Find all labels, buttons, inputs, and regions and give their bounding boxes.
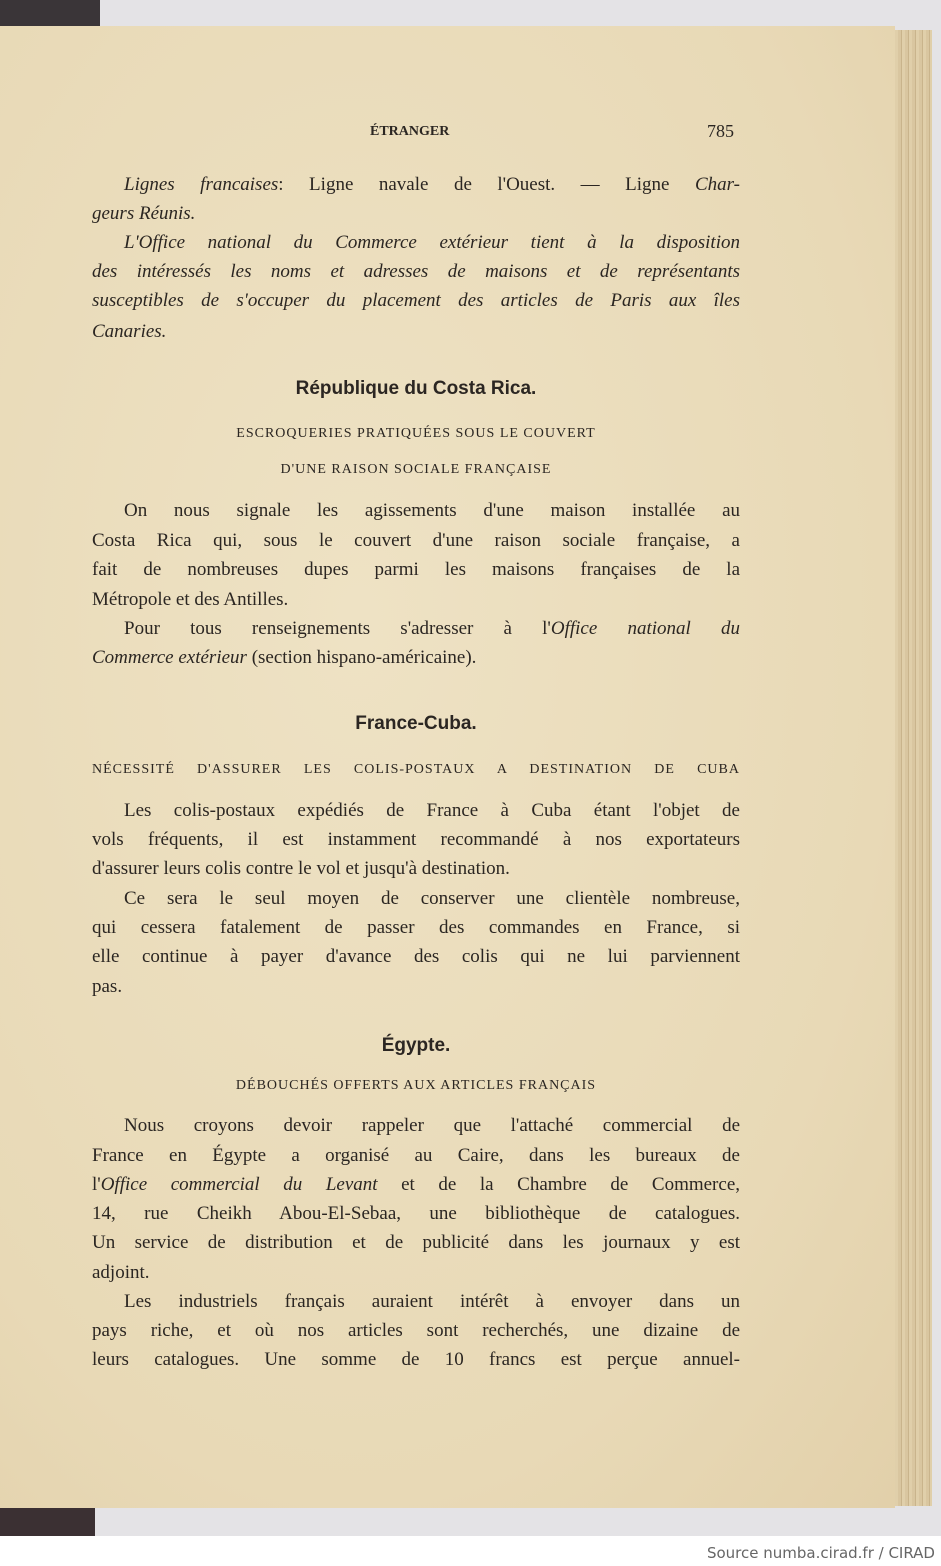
text-line [92,828,740,852]
text-line [92,1231,740,1255]
running-header: ÉTRANGER [370,124,450,139]
text-segment: : Ligne navale de l'Ouest. — Ligne [278,174,695,195]
text-line [92,945,740,969]
text-segment: d'assurer leurs colis contre le vol et jusqu'à destination. [92,858,510,879]
text-segment: 14, rue Cheikh Abou-El-Sebaa, une bibliothèque de catalogues. [92,1203,740,1224]
text-segment: et de la Chambre de Commerce, [377,1174,741,1195]
text-segment: DÉBOUCHÉS OFFERTS AUX ARTICLES FRANÇAIS [235,1078,597,1093]
text-line [124,499,740,523]
section-subtitle [92,1074,740,1098]
text-segment: pas. [92,976,123,997]
text-line [124,173,740,197]
section-title [92,712,740,736]
text-segment: leurs catalogues. Une somme de 10 francs est perçue annuel- [92,1349,740,1370]
text-segment: France-Cuba. [355,713,477,734]
text-segment: France en Égypte a organisé au Caire, dans les bureaux de [92,1145,740,1166]
text-line [124,799,740,823]
text-line [92,1261,740,1285]
text-segment: Pour tous renseignements s'adresser à l' [124,618,551,639]
italic-text: Commerce extérieur [92,647,247,668]
text-segment: adjoint. [92,1262,150,1283]
text-segment: Nous croyons devoir rappeler que l'attaché commercial de [124,1115,740,1136]
text-segment: Costa Rica qui, sous le couvert d'une raison sociale française, a [92,530,740,551]
text-line [92,1144,740,1168]
text-line [92,975,740,999]
text-line [92,1173,740,1197]
text-segment: ESCROQUERIES PRATIQUÉES SOUS LE COUVERT [236,426,596,441]
section-title [92,377,740,401]
text-line [124,617,740,641]
text-segment: elle continue à payer d'avance des colis qui ne lui parviennent [92,946,740,967]
text-segment: pays riche, et où nos articles sont recherchés, une dizaine de [92,1320,740,1341]
text-segment: On nous signale les agissements d'une maison installée au [124,500,740,521]
text-segment: D'UNE RAISON SOCIALE FRANÇAISE [280,462,552,477]
text-line [92,202,740,226]
text-segment: Égypte. [381,1035,451,1056]
section-subtitle [92,422,740,446]
text-line [92,260,740,284]
text-line [124,1290,740,1314]
italic-text: L'Office national du Commerce extérieur tient à la disposition [124,232,740,253]
text-segment: Un service de distribution et de publicité dans les journaux y est [92,1232,740,1253]
italic-text: susceptibles de s'occuper du placement des articles de Paris aux îles [92,290,740,311]
text-segment: fait de nombreuses dupes parmi les maisons françaises de la [92,559,740,580]
section-title [92,1034,740,1058]
section-subtitle [92,758,740,782]
text-line [124,887,740,911]
text-line [92,857,740,881]
text-line [124,1114,740,1138]
text-line [92,1202,740,1226]
text-segment: NÉCESSITÉ D'ASSURER LES COLIS-POSTAUX A DESTINATION DE CUBA [92,762,740,777]
text-line [92,916,740,940]
italic-text: Char- [694,174,740,195]
text-line [92,646,740,670]
text-line [92,529,740,553]
italic-text: Office commercial du Levant [100,1174,378,1195]
italic-text: des intéressés les noms et adresses de maisons et de représentants [92,261,740,282]
text-segment: Les industriels français auraient intérêt à envoyer dans un [124,1291,740,1312]
section-subtitle [92,458,740,482]
text-segment: Ce sera le seul moyen de conserver une clientèle nombreuse, [124,888,740,909]
text-segment: vols fréquents, il est instamment recommandé à nos exportateurs [92,829,740,850]
text-segment: République du Costa Rica. [295,378,537,399]
text-line [92,1348,740,1372]
italic-text: Canaries. [92,321,167,342]
book-cover-corner [0,0,100,26]
text-line [92,558,740,582]
text-line [92,588,740,612]
text-line [92,289,740,313]
italic-text: Office national du [550,618,741,639]
text-line [92,1319,740,1343]
text-line [92,320,740,344]
text-segment: l' [92,1174,101,1195]
italic-text: Lignes francaises [124,174,279,195]
text-segment: (section hispano-américaine). [246,647,477,668]
text-line [124,231,740,255]
text-segment: Les colis-postaux expédiés de France à Cuba étant l'objet de [124,800,740,821]
book-cover-corner-bottom [0,1508,95,1536]
italic-text: geurs Réunis. [92,203,196,224]
page-number: 785 [707,121,734,141]
text-segment: Métropole et des Antilles. [92,589,289,610]
source-credit: Source numba.cirad.fr / CIRAD [706,1544,935,1562]
text-segment: qui cessera fatalement de passer des commandes en France, si [92,917,740,938]
